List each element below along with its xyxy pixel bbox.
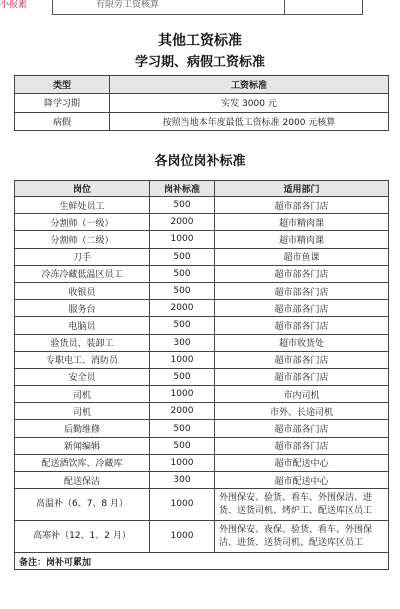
strip-cell-right	[284, 0, 363, 15]
table-row	[15, 112, 389, 131]
cell-subsidy: 500	[150, 368, 215, 385]
table-row	[15, 300, 389, 317]
header-wage-standard: 工资标准	[110, 76, 389, 94]
cell-position: 配送酒饮库、冷藏库	[15, 454, 150, 471]
cell-department: 超市收货处	[215, 334, 389, 351]
cell-position: 服务台	[15, 300, 150, 317]
cell-subsidy: 2000	[150, 403, 215, 420]
cell-department: 超市部各门店	[215, 300, 389, 317]
cell-subsidy: 500	[150, 420, 215, 437]
strip-cell-text: 有限劳工资核算	[96, 0, 160, 10]
table-note-row	[15, 553, 389, 570]
cell-type: 病假	[15, 112, 110, 131]
table-row	[15, 454, 389, 471]
cell-department: 超市部各门店	[215, 351, 389, 368]
cell-department: 市内司机	[215, 386, 389, 403]
header-subsidy: 岗补标准	[150, 181, 215, 197]
header-type: 类型	[15, 76, 110, 94]
table-row	[15, 248, 389, 265]
cell-position: 收银员	[15, 282, 150, 299]
table-row	[15, 94, 389, 113]
cell-department: 超市精肉课	[215, 231, 389, 248]
header-position: 岗位	[15, 181, 150, 197]
cell-subsidy: 1000	[150, 351, 215, 368]
cell-standard: 按照当地本年度最低工资标准 2000 元核算	[110, 112, 389, 131]
cell-department: 超市部各门店	[215, 437, 389, 454]
cell-subsidy: 1000	[150, 521, 215, 553]
table-note: 备注：岗补可累加	[15, 553, 389, 570]
table-row	[15, 231, 389, 248]
cell-department: 超市配送中心	[215, 454, 389, 471]
cell-subsidy: 1000	[150, 489, 215, 521]
cell-department: 超市部各门店	[215, 317, 389, 334]
cell-department: 超市精肉课	[215, 214, 389, 231]
cell-department: 超市部各门店	[215, 368, 389, 385]
cell-department: 超市配送中心	[215, 472, 389, 489]
table-row	[15, 403, 389, 420]
cell-position: 专职电工、消防员	[15, 351, 150, 368]
table-row	[15, 214, 389, 231]
cell-position: 冷冻冷藏低温区员工	[15, 265, 150, 282]
cell-position: 验货员、装卸工	[15, 334, 150, 351]
cell-subsidy: 300	[150, 334, 215, 351]
table-row	[15, 351, 389, 368]
cell-subsidy: 500	[150, 248, 215, 265]
position-subsidy-table	[14, 180, 389, 570]
cell-subsidy: 1000	[150, 454, 215, 471]
cell-standard: 实发 3000 元	[110, 94, 389, 113]
cell-department: 外围保安、夜保、验货、看车、外围保洁、进货、送货司机、配送库区员工	[215, 521, 389, 553]
table-row	[15, 437, 389, 454]
cell-subsidy: 500	[150, 437, 215, 454]
cell-department: 外围保安、验货、看车、外围保洁、进货、送货司机、烤炉工、配送库区员工	[215, 489, 389, 521]
strip-cell-middle	[52, 0, 285, 15]
table-header-row	[15, 76, 389, 94]
cell-position: 高温补（6、7、8 月）	[15, 489, 150, 521]
study-sick-wage-table	[14, 75, 389, 131]
cell-position: 生鲜处员工	[15, 197, 150, 214]
cell-position: 安全员	[15, 368, 150, 385]
cell-subsidy: 300	[150, 472, 215, 489]
cell-position: 高寒补（12、1、2 月）	[15, 521, 150, 553]
table-row	[15, 472, 389, 489]
section-title-subsidy: 各岗位岗补标准	[154, 154, 246, 169]
cell-position: 刀手	[15, 248, 150, 265]
cell-position: 配送保洁	[15, 472, 150, 489]
table-row	[15, 420, 389, 437]
cell-department: 超市部各门店	[215, 197, 389, 214]
cell-subsidy: 500	[150, 265, 215, 282]
cell-subsidy: 500	[150, 317, 215, 334]
cell-department: 超市部各门店	[215, 265, 389, 282]
section-title-study-sick: 学习期、病假工资标准	[134, 55, 265, 70]
cell-position: 司机	[15, 403, 150, 420]
cell-position: 分割师（一级）	[15, 214, 150, 231]
table-row	[15, 334, 389, 351]
cell-type: 降学习期	[15, 94, 110, 113]
page-title: 其他工资标准	[158, 33, 242, 49]
cell-department: 超市鱼课	[215, 248, 389, 265]
table-row	[15, 521, 389, 553]
table-row	[15, 489, 389, 521]
top-header-strip	[0, 0, 400, 18]
cell-department: 超市部各门店	[215, 420, 389, 437]
table-row	[15, 368, 389, 385]
cell-subsidy: 2000	[150, 214, 215, 231]
cell-position: 新闻编辑	[15, 437, 150, 454]
table-row	[15, 265, 389, 282]
cell-subsidy: 500	[150, 197, 215, 214]
cell-department: 市外、长途司机	[215, 403, 389, 420]
table-row	[15, 386, 389, 403]
cell-position: 电脑员	[15, 317, 150, 334]
header-stamp: 小报素	[0, 0, 28, 10]
cell-subsidy: 2000	[150, 300, 215, 317]
cell-department: 超市部各门店	[215, 282, 389, 299]
cell-subsidy: 500	[150, 282, 215, 299]
table-row	[15, 317, 389, 334]
header-department: 适用部门	[215, 181, 389, 197]
table-row	[15, 197, 389, 214]
cell-position: 司机	[15, 386, 150, 403]
cell-subsidy: 1000	[150, 231, 215, 248]
cell-position: 分割师（二级）	[15, 231, 150, 248]
cell-position: 后勤维修	[15, 420, 150, 437]
table-header-row	[15, 181, 389, 197]
cell-subsidy: 1000	[150, 386, 215, 403]
table-row	[15, 282, 389, 299]
